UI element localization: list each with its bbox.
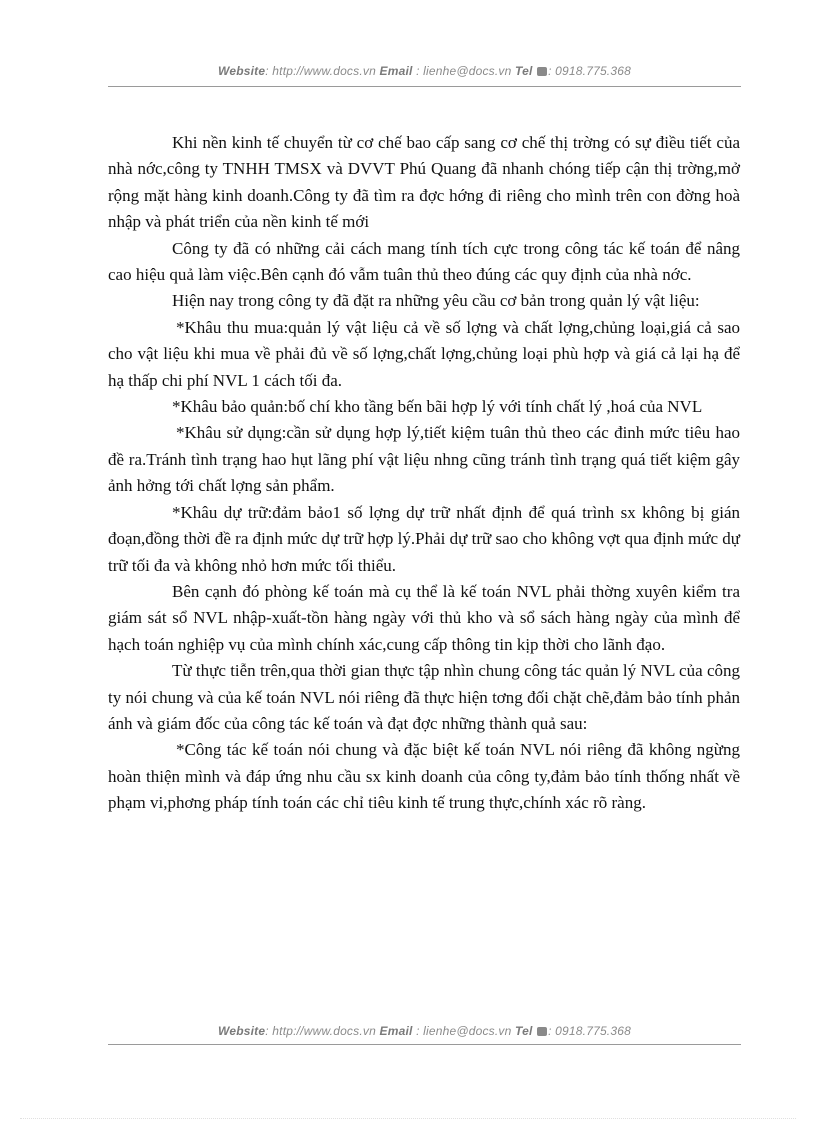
paragraph: *Khâu thu mua:quản lý vật liệu cả về số lợng và chất lợng,chủng loại,giá cả sao cho vật liệu khi mua về phải đủ về số lợng,chất lợng,chủng loại phù hợp và giá cả lại hạ để hạ thấp chi phí NVL 1 cách tối đa. (108, 317, 740, 390)
page-header (108, 64, 741, 87)
header-website-label: Website (218, 64, 266, 78)
header-tel-value: : 0918.775.368 (548, 64, 631, 78)
phone-icon (537, 67, 547, 76)
header-email-label: Email (379, 64, 413, 78)
page-edge-divider (20, 1118, 796, 1119)
page-footer (108, 1024, 741, 1045)
paragraph: Từ thực tiễn trên,qua thời gian thực tập nhìn chung công tác quản lý NVL của công ty nói chung và của kế toán NVL nói riêng đã thực hiện tơng đối chặt chẽ,đảm bảo tính phản ánh và giám đốc của công tác kế toán và đạt đợc những thành quả sau: (108, 661, 740, 733)
header-tel-label: Tel (515, 64, 533, 78)
paragraph: Khi nền kinh tế chuyển từ cơ chế bao cấp sang cơ chế thị trờng có sự điều tiết của nhà nớc,công ty TNHH TMSX và DVVT Phú Quang đã nhanh chóng tiếp cận thị trờng,mở rộng mặt hàng kinh doanh.Công ty đã tìm ra đợc hớng đi riêng cho mình trên con đờng hoà nhập và phát triển của nền kinh tế mới (108, 133, 740, 232)
footer-email-label: Email (379, 1024, 413, 1038)
footer-tel-label: Tel (515, 1024, 533, 1038)
header-website-value: : http://www.docs.vn (265, 64, 376, 78)
paragraph: *Khâu bảo quản:bố chí kho tầng bến bãi hợp lý với tính chất lý ,hoá của NVL (172, 397, 703, 417)
phone-icon (537, 1027, 547, 1036)
paragraph: *Khâu dự trữ:đảm bảo1 số lợng dự trữ nhất định để quá trình sx không bị gián đoạn,đồng thời đề ra định mức dự trữ hợp lý.Phải dự trữ sao cho không vợt qua định mức dự trữ tối đa và không nhỏ hơn mức tối thiểu. (108, 502, 740, 575)
paragraph: *Khâu sử dụng:cần sử dụng hợp lý,tiết kiệm tuân thủ theo các đinh mức tiêu hao đề ra.Tránh tình trạng hao hụt lãng phí vật liệu nhng cũng tránh tình trạng quá tiết kiệm gây ảnh hởng tới chất lợng sản phẩm. (108, 423, 740, 496)
paragraph: *Công tác kế toán nói chung và đặc biệt kế toán NVL nói riêng đã không ngừng hoàn thiện mình và đáp ứng nhu cầu sx kinh doanh của công ty,đảm bảo tính thống nhất về phạm vi,phơng pháp tính toán các chỉ tiêu kinh tế trung thực,chính xác rõ ràng. (108, 740, 740, 813)
header-email-value: : lienhe@docs.vn (416, 64, 512, 78)
paragraph: Công ty đã có những cải cách mang tính tích cực trong công tác kế toán để nâng cao hiệu quả làm việc.Bên cạnh đó vẫm tuân thủ theo đúng các quy định của nhà nớc. (108, 238, 740, 285)
footer-email-value: : lienhe@docs.vn (416, 1024, 512, 1038)
paragraph: Bên cạnh đó phòng kế toán mà cụ thể là kế toán NVL phải thờng xuyên kiểm tra giám sát sổ NVL nhập-xuất-tồn hàng ngày với thủ kho và sổ sách hàng ngày của mình để hạch toán nghiệp vụ của mình chính xác,cung cấp thông tin kịp thời cho lãnh đạo. (108, 581, 740, 654)
footer-tel-value: : 0918.775.368 (548, 1024, 631, 1038)
footer-website-value: : http://www.docs.vn (265, 1024, 376, 1038)
document-body (108, 130, 740, 817)
footer-website-label: Website (218, 1024, 266, 1038)
paragraph: Hiện nay trong công ty đã đặt ra những yêu cầu cơ bản trong quản lý vật liệu: (172, 291, 700, 311)
